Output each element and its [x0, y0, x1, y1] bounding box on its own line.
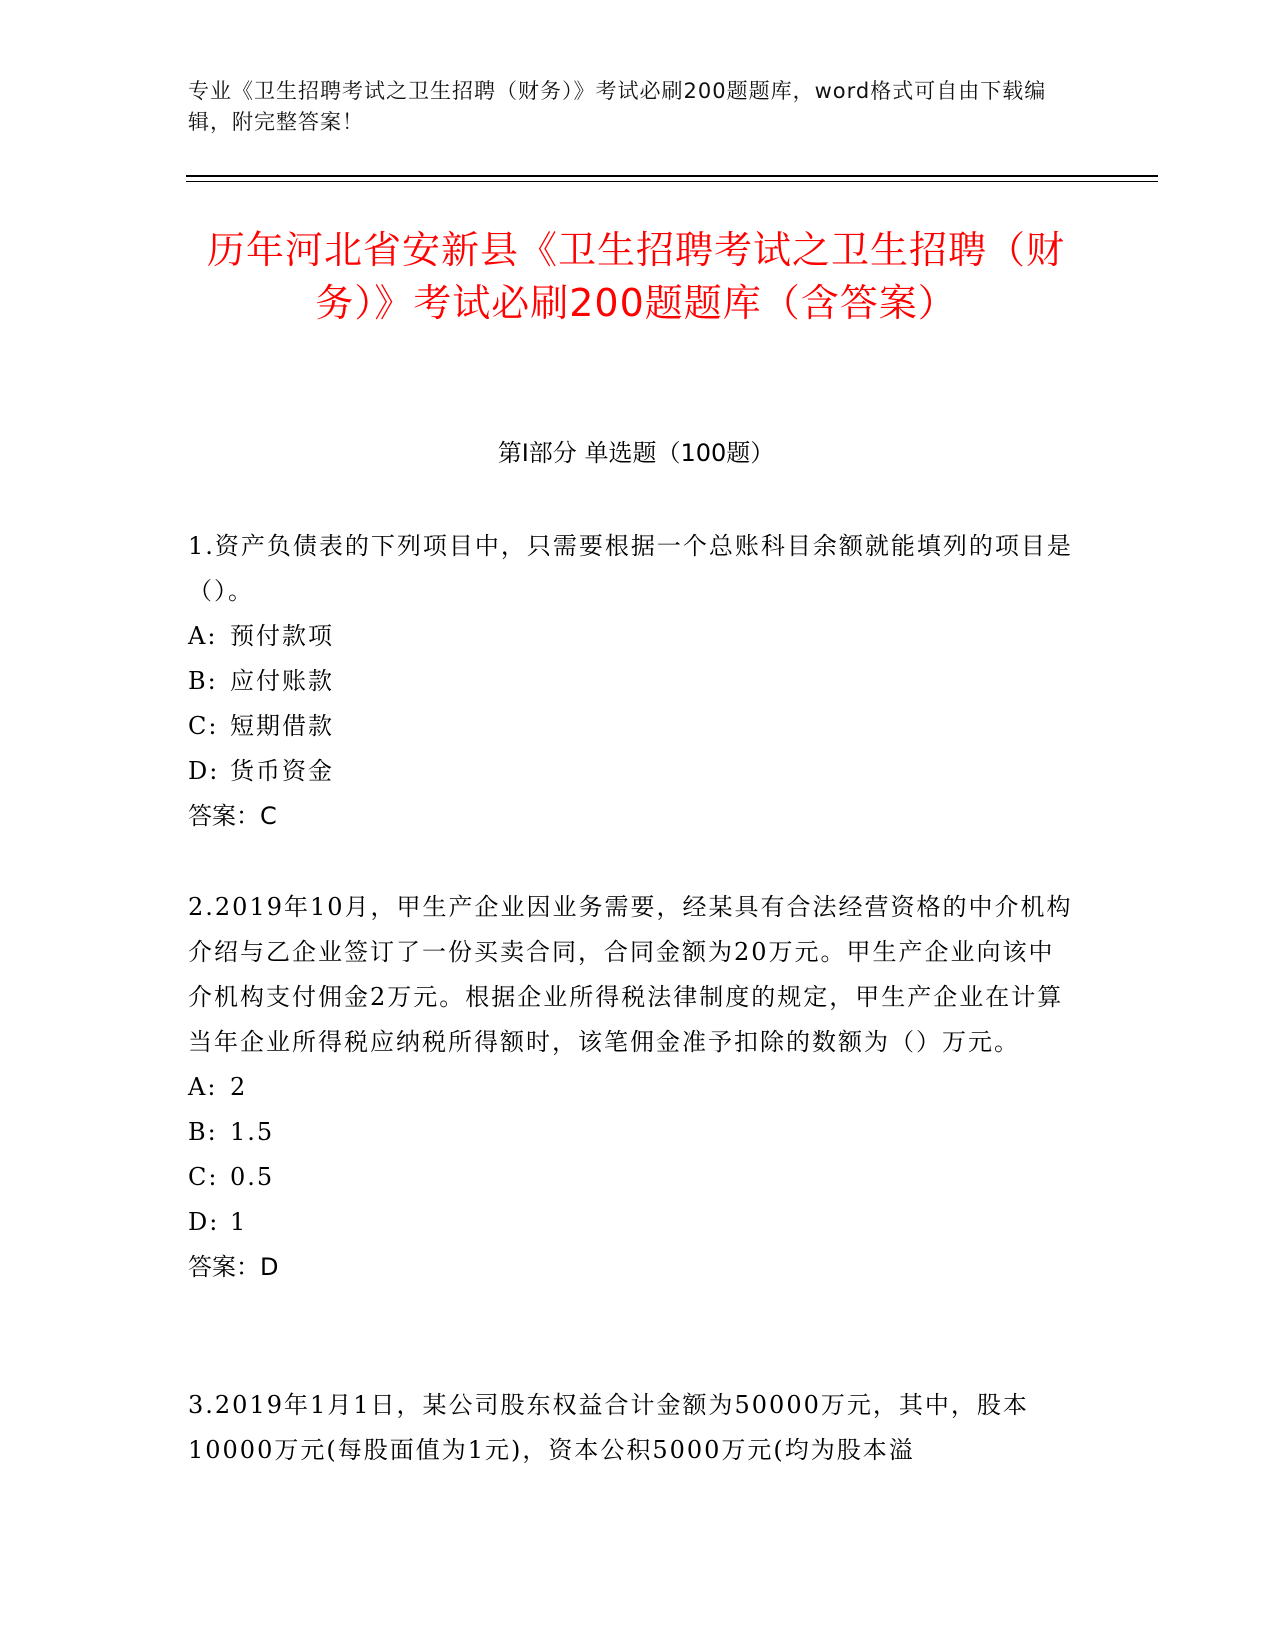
option-key: C:	[188, 1163, 219, 1191]
option-text: 0.5	[230, 1163, 275, 1191]
header-divider-thick	[186, 175, 1158, 177]
question-stem: 1.资产负债表的下列项目中，只需要根据一个总账科目余额就能填列的项目是（）。	[188, 532, 1073, 605]
option-key: C:	[188, 712, 219, 740]
option-c	[188, 1155, 1078, 1200]
option-text: 应付账款	[230, 667, 334, 695]
option-text: 1	[230, 1208, 248, 1236]
option-key: D:	[188, 757, 220, 785]
document-title: 历年河北省安新县《卫生招聘考试之卫生招聘（财务）》考试必刷200题题库（含答案）	[206, 228, 1065, 325]
option-a	[188, 614, 1078, 659]
option-key: A:	[188, 1073, 218, 1101]
question-1	[188, 524, 1078, 839]
option-text: 2	[230, 1073, 248, 1101]
option-d	[188, 749, 1078, 794]
option-d	[188, 1200, 1078, 1245]
option-c	[188, 704, 1078, 749]
question-stem: 2.2019年10月，甲生产企业因业务需要，经某具有合法经营资格的中介机构介绍与乙企业签订了一份买卖合同，合同金额为20万元。甲生产企业向该中介机构支付佣金2万元。根据企业所得税法律制度的规定，甲生产企业在计算当年企业所得税应纳税所得额时，该笔佣金准予扣除的数额为（）万元。	[188, 893, 1073, 1056]
option-b	[188, 1110, 1078, 1155]
answer-line: 答案：C	[188, 802, 277, 830]
question-2	[188, 885, 1078, 1290]
option-text: 预付款项	[230, 622, 334, 650]
question-3	[188, 1383, 1078, 1473]
option-text: 1.5	[230, 1118, 275, 1146]
answer-line: 答案：D	[188, 1253, 279, 1281]
option-key: A:	[188, 622, 218, 650]
option-a	[188, 1065, 1078, 1110]
option-key: D:	[188, 1208, 220, 1236]
option-key: B:	[188, 1118, 218, 1146]
section-heading: 第Ⅰ部分 单选题（100题）	[497, 439, 775, 467]
option-key: B:	[188, 667, 218, 695]
option-text: 短期借款	[230, 712, 334, 740]
header-note: 专业《卫生招聘考试之卫生招聘（财务）》考试必刷200题题库，word格式可自由下载编辑，附完整答案！	[188, 79, 1047, 134]
header-divider-thin	[186, 181, 1158, 182]
option-b	[188, 659, 1078, 704]
option-text: 货币资金	[230, 757, 334, 785]
question-stem: 3.2019年1月1日，某公司股东权益合计金额为50000万元，其中，股本10000万元(每股面值为1元)，资本公积5000万元(均为股本溢	[188, 1391, 1029, 1464]
